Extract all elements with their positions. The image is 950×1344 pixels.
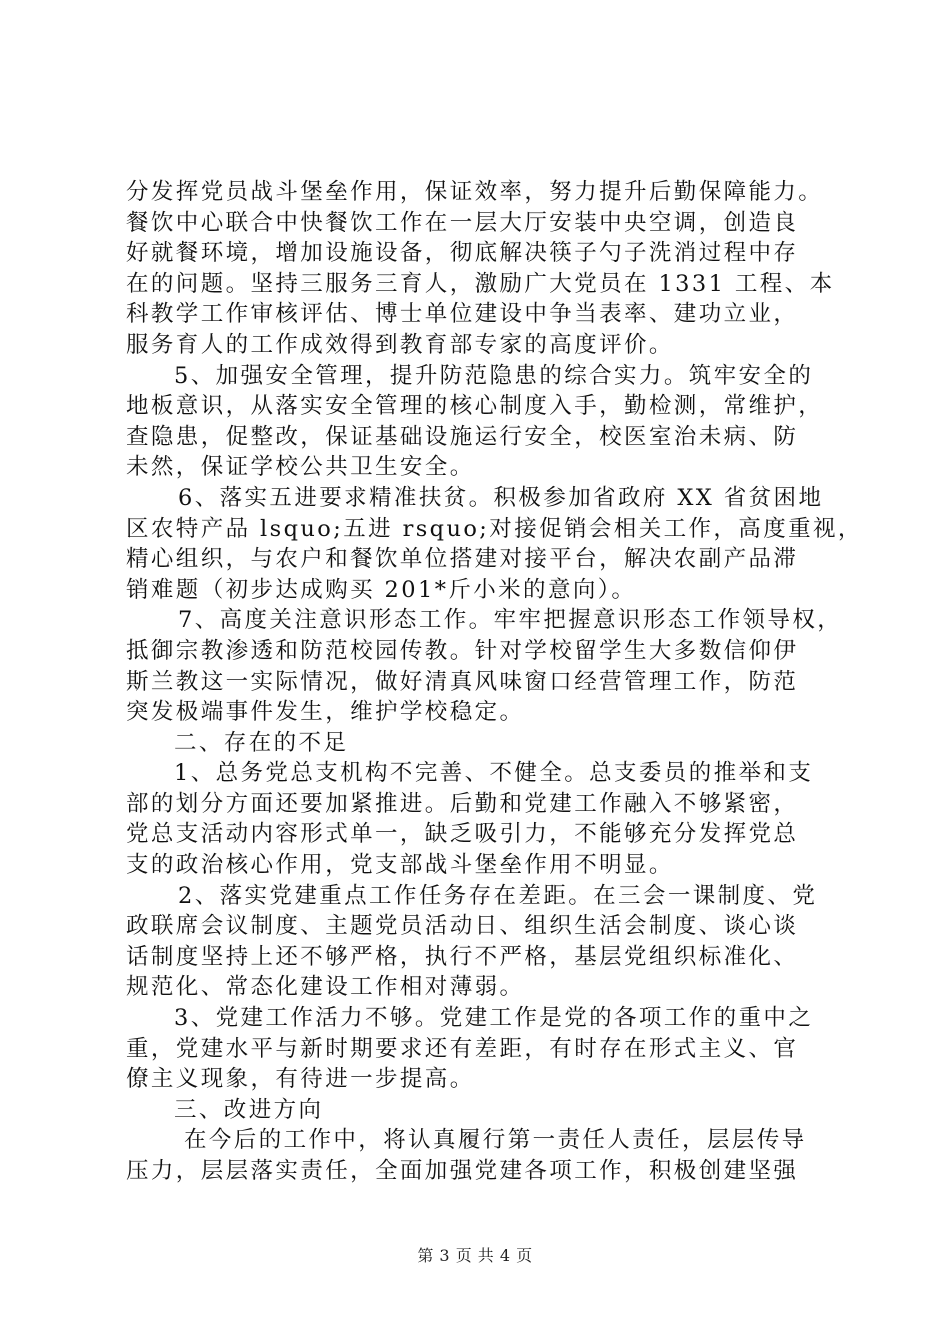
section-heading: 二、存在的不足 <box>174 729 349 756</box>
text-line: 服务育人的工作成效得到教育部专家的高度评价。 <box>126 331 674 358</box>
text-line: 部的划分方面还要加紧推进。后勤和党建工作融入不够紧密， <box>126 790 799 817</box>
text-line: 政联席会议制度、主题党员活动日、组织生活会制度、谈心谈 <box>126 913 799 940</box>
paragraph-start-line: 7、高度关注意识形态工作。牢牢把握意识形态工作领导权， <box>178 607 843 634</box>
text-line: 精心组织，与农户和餐饮单位搭建对接平台，解决农副产品滞 <box>126 546 799 573</box>
paragraph-start-line: 5、加强安全管理，提升防范隐患的综合实力。筑牢安全的 <box>174 362 814 389</box>
text-line: 话制度坚持上还不够严格，执行不严格，基层党组织标准化、 <box>126 943 799 970</box>
text-line: 支的政治核心作用，党支部战斗堡垒作用不明显。 <box>126 852 674 879</box>
text-line: 查隐患，促整改，保证基础设施运行安全，校医室治未病、防 <box>126 423 799 450</box>
page-number-footer: 第 3 页 共 4 页 <box>417 1246 533 1265</box>
text-line: 餐饮中心联合中快餐饮工作在一层大厅安装中央空调，创造良 <box>126 209 799 236</box>
paragraph-start-line: 在今后的工作中，将认真履行第一责任人责任，层层传导 <box>184 1127 807 1154</box>
text-line: 区农特产品 lsquo;五进 rsquo;对接促销会相关工作，高度重视， <box>126 515 863 542</box>
text-line: 在的问题。坚持三服务三育人，激励广大党员在 1331 工程、本 <box>126 270 835 297</box>
text-line: 科教学工作审核评估、博士单位建设中争当表率、建功立业， <box>126 301 799 328</box>
paragraph-start-line: 1、总务党总支机构不完善、不健全。总支委员的推举和支 <box>174 760 814 787</box>
paragraph-start-line: 2、落实党建重点工作任务存在差距。在三会一课制度、党 <box>178 882 818 909</box>
document-body <box>126 177 863 1187</box>
text-line: 好就餐环境，增加设施设备，彻底解决筷子勺子洗消过程中存 <box>126 240 799 267</box>
text-line: 分发挥党员战斗堡垒作用，保证效率，努力提升后勤保障能力。 <box>126 179 824 205</box>
text-line: 规范化、常态化建设工作相对薄弱。 <box>126 974 525 1001</box>
paragraph-start-line: 6、落实五进要求精准扶贫。积极参加省政府 XX 省贫困地 <box>178 484 824 511</box>
text-line: 斯兰教这一实际情况，做好清真风味窗口经营管理工作，防范 <box>126 668 799 695</box>
text-line: 压力，层层落实责任，全面加强党建各项工作，积极创建坚强 <box>126 1158 799 1184</box>
paragraph-start-line: 3、党建工作活力不够。党建工作是党的各项工作的重中之 <box>174 1005 814 1032</box>
section-heading: 三、改进方向 <box>174 1096 324 1123</box>
text-line: 未然，保证学校公共卫生安全。 <box>126 454 475 481</box>
text-line: 党总支活动内容形式单一，缺乏吸引力，不能够充分发挥党总 <box>126 821 799 848</box>
text-line: 地板意识，从落实安全管理的核心制度入手，勤检测，常维护， <box>126 393 824 420</box>
text-line: 销难题（初步达成购买 201*斤小米的意向）。 <box>126 576 637 603</box>
text-line: 突发极端事件发生，维护学校稳定。 <box>126 699 525 726</box>
text-line: 僚主义现象，有待进一步提高。 <box>126 1066 475 1093</box>
text-line: 抵御宗教渗透和防范校园传教。针对学校留学生大多数信仰伊 <box>126 637 799 664</box>
text-line: 重，党建水平与新时期要求还有差距，有时存在形式主义、官 <box>126 1035 799 1062</box>
